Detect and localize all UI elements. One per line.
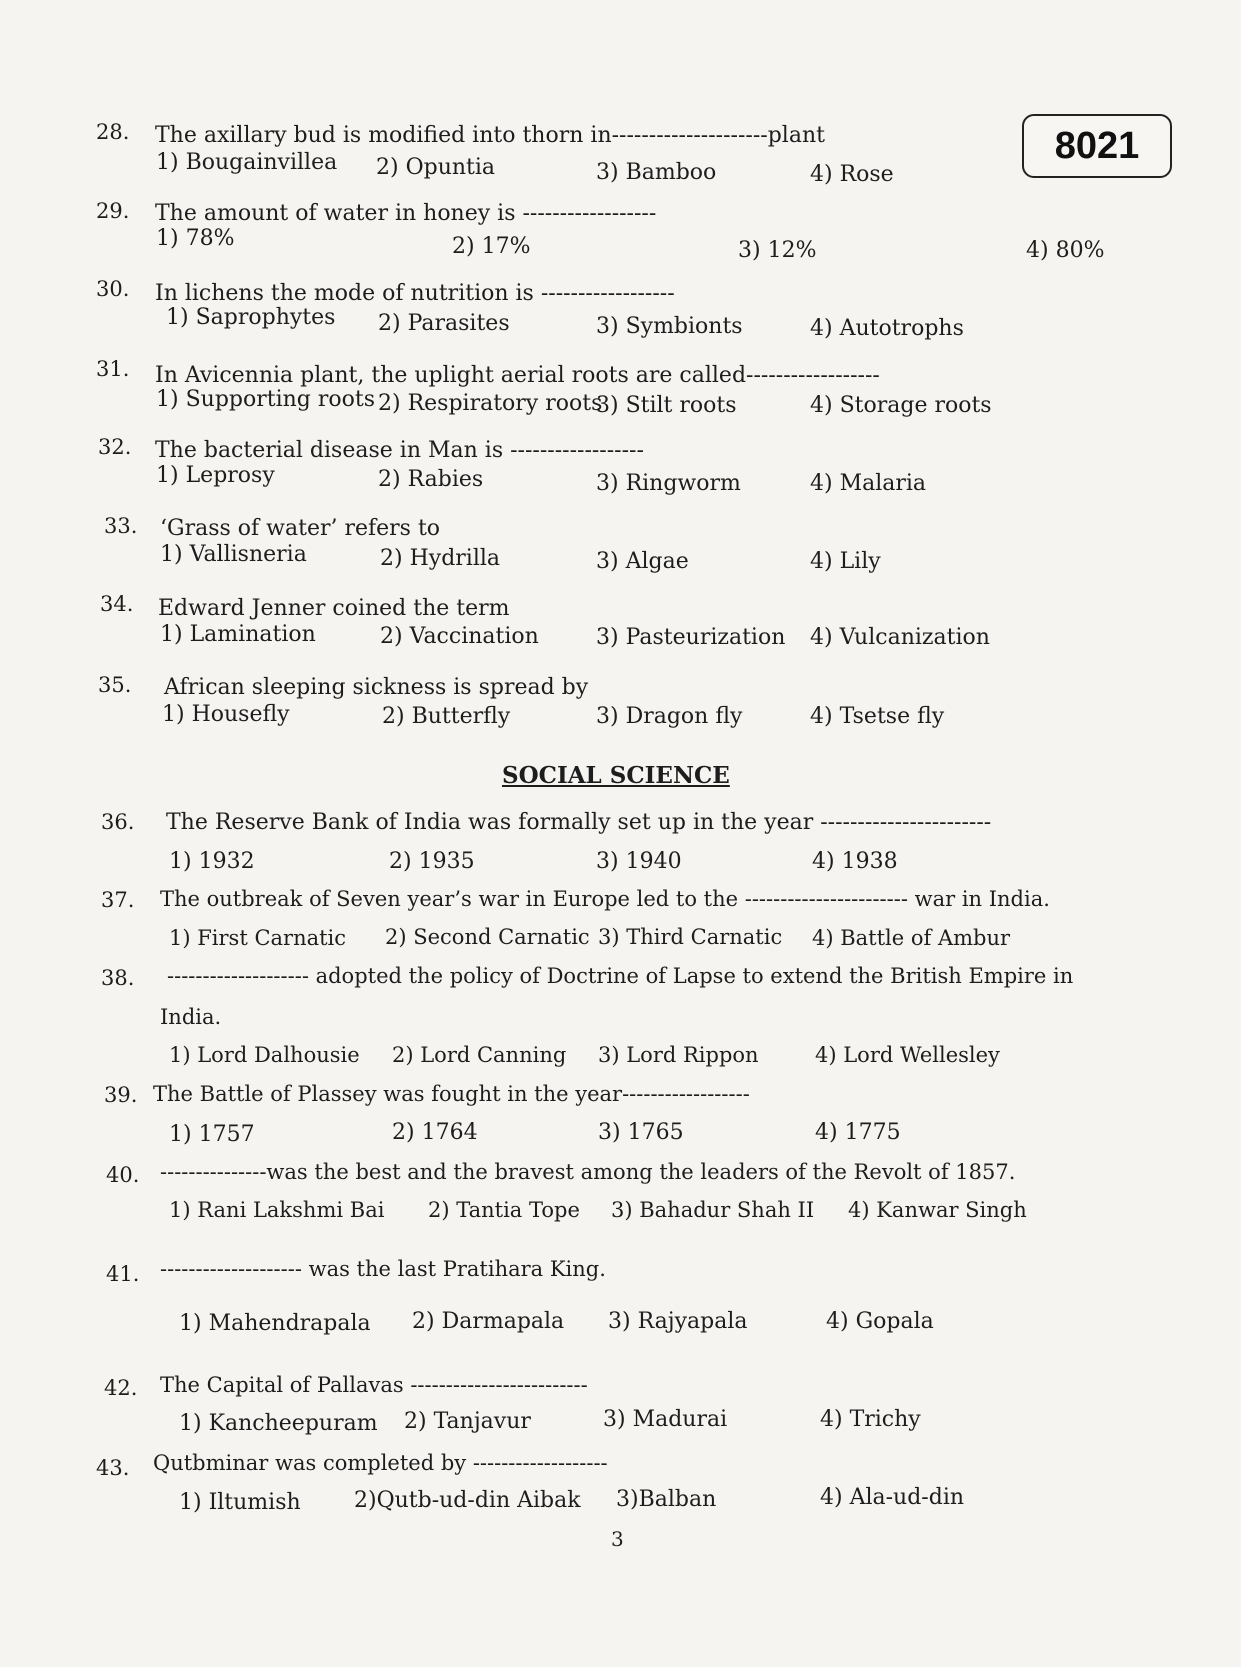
question-text: ‘Grass of water’ refers to — [160, 516, 441, 541]
option-3: 3) Symbionts — [596, 314, 743, 339]
question-text: Edward Jenner coined the term — [158, 596, 510, 621]
question-number: 42. — [104, 1376, 138, 1400]
question-text: -------------------- adopted the policy of Doctrine of Lapse to extend the British Empire in — [167, 964, 1074, 988]
option-2: 2) Darmapala — [412, 1309, 565, 1334]
option-4: 4) 1775 — [815, 1120, 901, 1145]
question-text: In lichens the mode of nutrition is ------------------ — [155, 281, 675, 306]
option-4: 4) Rose — [810, 162, 894, 187]
option-4: 4) Storage roots — [810, 393, 992, 418]
option-1: 1) Housefly — [162, 702, 290, 727]
question-number: 29. — [96, 199, 130, 223]
option-1: 1) Supporting roots — [156, 387, 376, 412]
option-3: 3) Bahadur Shah II — [611, 1198, 815, 1222]
option-3: 3) 1940 — [596, 849, 682, 874]
option-3: 3) Algae — [596, 549, 689, 574]
option-1: 1) Leprosy — [156, 463, 275, 488]
option-1: 1) Rani Lakshmi Bai — [169, 1198, 385, 1222]
option-1: 1) Bougainvillea — [156, 150, 338, 175]
option-2: 2) 1935 — [389, 849, 475, 874]
option-2: 2) 1764 — [392, 1120, 478, 1145]
option-2: 2) Opuntia — [376, 155, 496, 180]
option-3: 3) 1765 — [598, 1120, 684, 1145]
option-3: 3) Lord Rippon — [598, 1043, 759, 1067]
option-2: 2) Lord Canning — [392, 1043, 567, 1067]
question-text: ---------------was the best and the bravest among the leaders of the Revolt of 1857. — [160, 1160, 1016, 1184]
option-1: 1) 1757 — [169, 1122, 255, 1147]
option-1: 1) Lord Dalhousie — [169, 1043, 360, 1067]
question-number: 43. — [96, 1456, 130, 1480]
question-number: 41. — [106, 1262, 140, 1286]
option-3: 3) Third Carnatic — [598, 925, 783, 949]
question-number: 31. — [96, 357, 130, 381]
question-number: 39. — [104, 1083, 138, 1107]
option-1: 1) 78% — [156, 226, 235, 251]
question-text: -------------------- was the last Pratihara King. — [160, 1257, 606, 1281]
option-2: 2) Tantia Tope — [428, 1198, 580, 1222]
question-number: 37. — [101, 888, 135, 912]
question-number: 28. — [96, 120, 130, 144]
option-1: 1) 1932 — [169, 849, 255, 874]
option-4: 4) 80% — [1026, 238, 1105, 263]
question-text: The axillary bud is modified into thorn in---------------------plant — [155, 123, 825, 148]
option-2: 2) Vaccination — [380, 624, 539, 649]
option-4: 4) 1938 — [812, 849, 898, 874]
option-3: 3) Pasteurization — [596, 625, 786, 650]
option-3: 3) Dragon fly — [596, 704, 743, 729]
page-number: 3 — [611, 1527, 624, 1551]
option-2: 2) Rabies — [378, 467, 484, 492]
option-3: 3) Ringworm — [596, 471, 741, 496]
option-4: 4) Lily — [810, 549, 881, 574]
option-4: 4) Autotrophs — [810, 316, 964, 341]
option-1: 1) Mahendrapala — [179, 1311, 371, 1336]
option-4: 4) Malaria — [810, 471, 927, 496]
question-text-continued: India. — [160, 1005, 222, 1029]
question-number: 35. — [98, 673, 132, 697]
option-3: 3) Rajyapala — [608, 1309, 748, 1334]
question-number: 30. — [96, 277, 130, 301]
option-3: 3)Balban — [616, 1487, 717, 1512]
question-text: The outbreak of Seven year’s war in Europe led to the ----------------------- war in India. — [160, 887, 1050, 911]
question-number: 32. — [98, 435, 132, 459]
question-text: African sleeping sickness is spread by — [164, 675, 589, 700]
question-number: 40. — [106, 1163, 140, 1187]
option-4: 4) Trichy — [820, 1407, 921, 1432]
option-1: 1) Vallisneria — [160, 542, 307, 567]
option-2: 2) Second Carnatic — [385, 925, 590, 949]
option-4: 4) Kanwar Singh — [848, 1198, 1027, 1222]
option-4: 4) Tsetse fly — [810, 704, 945, 729]
option-3: 3) Stilt roots — [596, 393, 737, 418]
question-text: The Battle of Plassey was fought in the year------------------ — [153, 1082, 750, 1106]
option-4: 4) Ala-ud-din — [820, 1485, 965, 1510]
exam-code-box: 8021 — [1022, 114, 1172, 178]
option-2: 2) Hydrilla — [380, 546, 501, 571]
option-2: 2) Tanjavur — [404, 1409, 531, 1434]
question-number: 33. — [104, 514, 138, 538]
question-number: 38. — [101, 966, 135, 990]
option-1: 1) Kancheepuram — [179, 1411, 378, 1436]
option-1: 1) First Carnatic — [169, 926, 347, 950]
question-text: The Capital of Pallavas ------------------------- — [160, 1373, 588, 1397]
option-3: 3) Madurai — [603, 1407, 728, 1432]
option-3: 3) Bamboo — [596, 160, 717, 185]
option-3: 3) 12% — [738, 238, 817, 263]
option-4: 4) Gopala — [826, 1309, 934, 1334]
option-2: 2) Parasites — [378, 311, 510, 336]
question-text: The amount of water in honey is ------------------ — [155, 201, 657, 226]
option-1: 1) Saprophytes — [166, 305, 336, 330]
question-number: 36. — [101, 810, 135, 834]
question-number: 34. — [100, 592, 134, 616]
question-text: Qutbminar was completed by ------------------- — [153, 1451, 608, 1475]
option-4: 4) Lord Wellesley — [815, 1043, 1000, 1067]
option-4: 4) Battle of Ambur — [812, 926, 1011, 950]
option-4: 4) Vulcanization — [810, 625, 990, 650]
question-text: The Reserve Bank of India was formally set up in the year ----------------------- — [166, 810, 992, 835]
section-heading: SOCIAL SCIENCE — [502, 762, 730, 789]
option-2: 2) Respiratory roots — [378, 391, 603, 416]
option-2: 2)Qutb-ud-din Aibak — [354, 1488, 581, 1513]
question-text: The bacterial disease in Man is ------------------ — [155, 438, 644, 463]
option-1: 1) Iltumish — [179, 1490, 301, 1515]
option-2: 2) Butterfly — [382, 704, 511, 729]
question-text: In Avicennia plant, the uplight aerial roots are called------------------ — [155, 363, 880, 388]
option-1: 1) Lamination — [160, 622, 316, 647]
option-2: 2) 17% — [452, 234, 531, 259]
